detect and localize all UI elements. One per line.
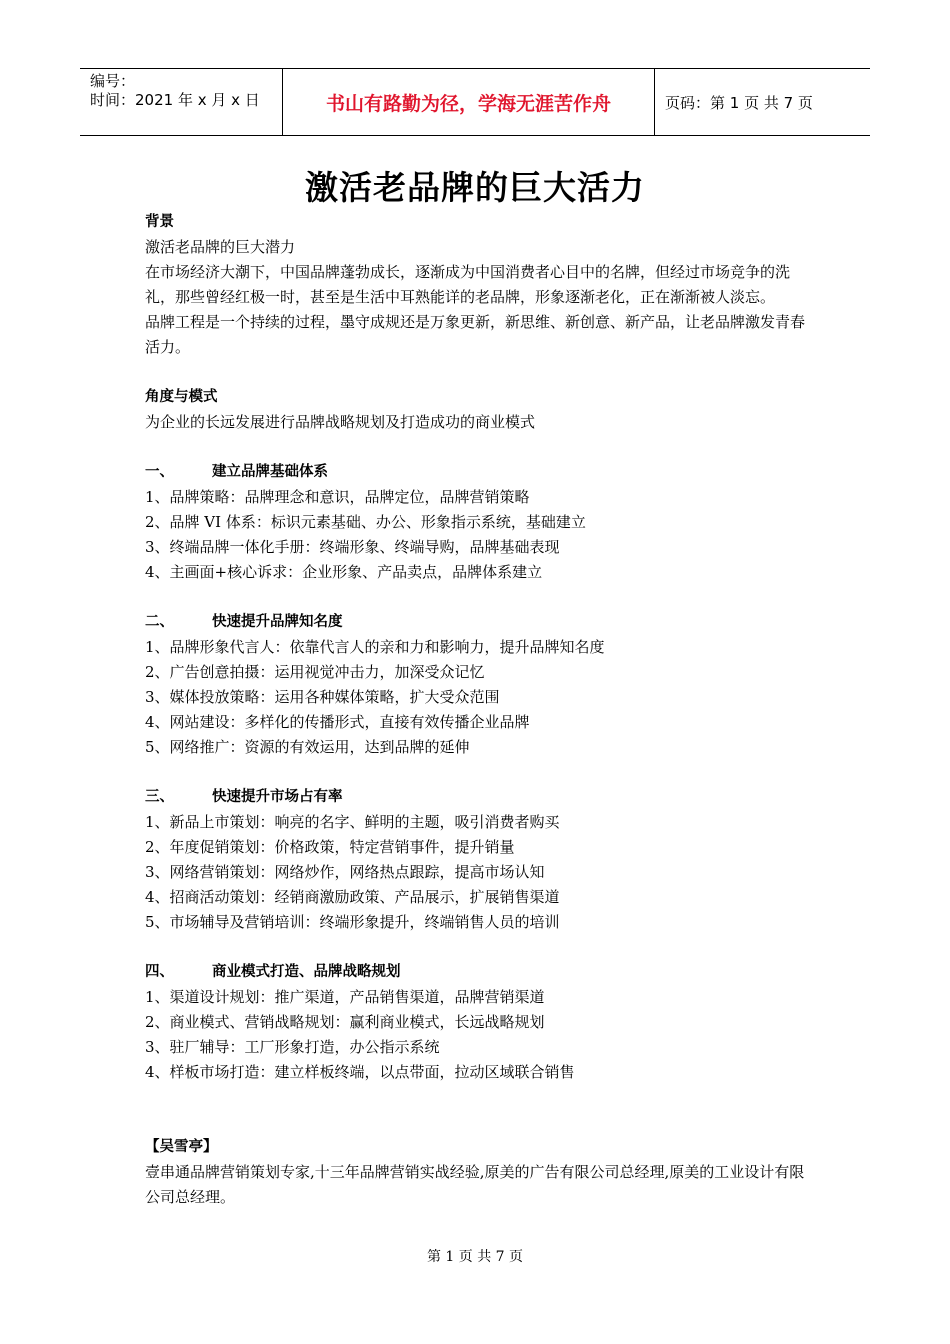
list-item: 4、主画面+核心诉求：企业形象、产品卖点，品牌体系建立 [145, 563, 543, 581]
list-item: 5、市场辅导及营销培训：终端形象提升，终端销售人员的培训 [145, 913, 560, 931]
page-header [80, 68, 870, 136]
document-body [145, 210, 810, 1210]
list-item: 2、商业模式、营销战略规划：赢利商业模式，长远战略规划 [145, 1013, 545, 1031]
author-bio: 壹串通品牌营销策划专家,十三年品牌营销实战经验,原美的广告有限公司总经理,原美的工业设计有限公司总经理。 [145, 1163, 805, 1206]
list-item: 3、媒体投放策略：运用各种媒体策略，扩大受众范围 [145, 688, 500, 706]
section-heading: 四、 商业模式打造、品牌战略规划 [145, 964, 401, 980]
list-item: 2、广告创意拍摄：运用视觉冲击力，加深受众记忆 [145, 663, 485, 681]
angle-text: 为企业的长远发展进行品牌战略规划及打造成功的商业模式 [145, 413, 536, 431]
header-number: 编号： [90, 72, 136, 90]
angle-heading: 角度与模式 [145, 389, 218, 405]
background-subheading: 激活老品牌的巨大潜力 [145, 238, 296, 256]
list-item: 3、驻厂辅导：工厂形象打造，办公指示系统 [145, 1038, 440, 1056]
header-meta [80, 69, 282, 135]
section-heading: 三、 快速提升市场占有率 [145, 789, 343, 805]
background-paragraph: 品牌工程是一个持续的过程，墨守成规还是万象更新，新思维、新创意、新产品，让老品牌激发青春活力。 [145, 313, 806, 356]
list-item: 1、品牌形象代言人：依靠代言人的亲和力和影响力，提升品牌知名度 [145, 638, 605, 656]
list-item: 1、品牌策略：品牌理念和意识，品牌定位，品牌营销策略 [145, 488, 530, 506]
list-item: 4、网站建设：多样化的传播形式，直接有效传播企业品牌 [145, 713, 530, 731]
header-date: 时间：2021 年 x 月 x 日 [90, 91, 260, 109]
list-item: 2、品牌 VI 体系：标识元素基础、办公、形象指示系统，基础建立 [145, 513, 586, 531]
header-motto: 书山有路勤为径，学海无涯苦作舟 [282, 69, 655, 135]
section-heading: 一、 建立品牌基础体系 [145, 464, 328, 480]
document-title: 激活老品牌的巨大活力 [305, 168, 645, 207]
list-item: 2、年度促销策划：价格政策，特定营销事件，提升销量 [145, 838, 515, 856]
background-paragraph: 在市场经济大潮下，中国品牌蓬勃成长，逐渐成为中国消费者心目中的名牌，但经过市场竞争的洗礼，那些曾经红极一时，甚至是生活中耳熟能详的老品牌，形象逐渐老化，正在渐渐被人淡忘。 [145, 263, 791, 306]
list-item: 5、网络推广：资源的有效运用，达到品牌的延伸 [145, 738, 470, 756]
list-item: 4、招商活动策划：经销商激励政策、产品展示，扩展销售渠道 [145, 888, 560, 906]
header-page-number: 页码：第 1 页 共 7 页 [665, 93, 813, 112]
page-footer: 第 1 页 共 7 页 [426, 1249, 524, 1265]
list-item: 3、终端品牌一体化手册：终端形象、终端导购，品牌基础表现 [145, 538, 560, 556]
list-item: 1、渠道设计规划：推广渠道，产品销售渠道，品牌营销渠道 [145, 988, 545, 1006]
background-heading: 背景 [145, 214, 174, 230]
author-name: 【吴雪亭】 [145, 1139, 218, 1155]
list-item: 4、样板市场打造：建立样板终端，以点带面，拉动区域联合销售 [145, 1063, 575, 1081]
list-item: 1、新品上市策划：响亮的名字、鲜明的主题，吸引消费者购买 [145, 813, 560, 831]
list-item: 3、网络营销策划：网络炒作，网络热点跟踪，提高市场认知 [145, 863, 545, 881]
section-heading: 二、 快速提升品牌知名度 [145, 614, 343, 630]
